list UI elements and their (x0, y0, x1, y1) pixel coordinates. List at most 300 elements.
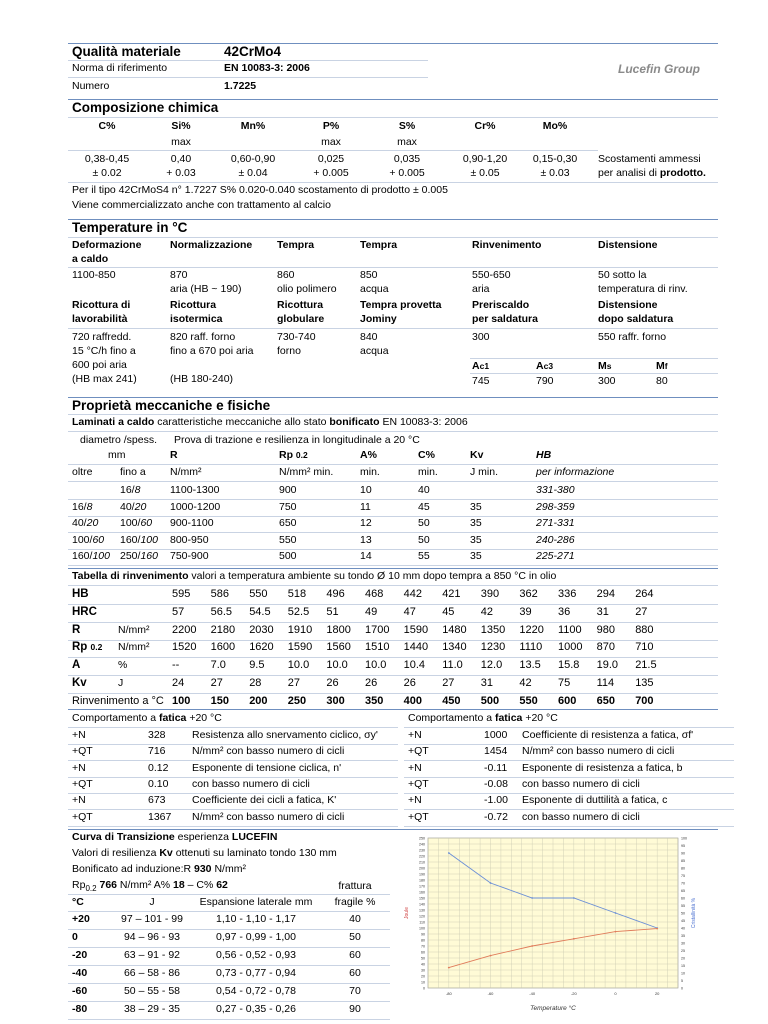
temper-row-unit: N/mm² (118, 623, 150, 636)
mech-cell: 1100-1300 (170, 484, 220, 496)
chart-y2-tick: 25 (681, 949, 685, 953)
tl1b: Kv (159, 847, 173, 859)
temper-cell: 496 (326, 588, 345, 600)
chart-x-tick: -80 (445, 991, 452, 996)
chart-y-tick: 240 (419, 842, 425, 847)
fatigue-value: -1.00 (484, 794, 508, 807)
trans-temp: 0 (72, 931, 78, 943)
temp-value: 1100-850 (72, 269, 116, 281)
tl1c: ottenuti su laminato tondo 130 mm (172, 847, 337, 859)
chart-y-tick: 120 (419, 914, 425, 919)
chart-y2-tick: 30 (681, 941, 685, 946)
temper-cell: 27 (442, 677, 455, 689)
fatigue-desc: N/mm² con basso numero di cicli (192, 810, 345, 823)
temper-cell: 10.0 (326, 659, 348, 672)
mech-unit: N/mm² min. (279, 466, 334, 478)
temper-cell: 51 (326, 605, 339, 618)
temp-value-2: 15 °C/h fino a (72, 345, 136, 357)
tl3b: 766 (96, 879, 117, 891)
mech-cell: 35 (470, 500, 482, 513)
trans-frac: 70 (349, 985, 361, 997)
comp-header: Mn% (240, 120, 266, 132)
temp-value-2: 730-740 (277, 331, 316, 343)
tl3d: 18 (173, 879, 185, 891)
chart-y-tick: 130 (419, 908, 425, 913)
temp-value-2: 550 raffr. forno (598, 331, 667, 343)
comp-header: C% (98, 120, 116, 132)
ac-value: 300 (598, 375, 616, 387)
comp-range: 0,025 (317, 153, 345, 165)
temper-cell: 1350 (480, 623, 506, 636)
ac-header: Ac3 (536, 360, 554, 372)
fatigue-cond: +QT (72, 810, 93, 823)
mech-cell: 50 (418, 517, 430, 529)
comp-range: 0,90-1,20 (462, 153, 508, 165)
chart-x-tick: 20 (654, 991, 660, 996)
temp-header: Tempra (360, 239, 398, 251)
temp-value-2: 300 (472, 331, 490, 343)
material-label: Qualità materiale (72, 44, 181, 59)
mech-cell: 35 (470, 550, 482, 562)
chart-y2-tick: 10 (681, 971, 685, 976)
chart-y-tick: 100 (419, 926, 425, 931)
temper-cell: 57 (172, 605, 185, 618)
temper-cell: 15.8 (558, 659, 580, 672)
temper-cell: 586 (210, 588, 229, 600)
temper-row-unit: N/mm² (118, 641, 150, 654)
chart-y2-tick: 80 (681, 866, 685, 871)
temper-temp: 650 (596, 694, 615, 707)
temper-cell: 36 (558, 605, 571, 618)
ac-header: Ms (598, 360, 612, 372)
comp-header: S% (398, 120, 416, 132)
temper-cell: 2030 (249, 623, 274, 636)
temper-temp: 300 (326, 694, 345, 707)
fatigue-cond: +QT (408, 810, 429, 823)
fatigue-cond: +QT (72, 745, 93, 758)
temper-cell: 45 (442, 605, 455, 618)
composition-line-2: Viene commercializzato anche con trattamento al calcio (72, 199, 331, 211)
comp-max: max (321, 136, 341, 148)
chart-y2-tick: 40 (681, 926, 685, 931)
trans-exp: 0,97 - 0,99 - 1,00 (216, 931, 296, 943)
chart-y-tick: 10 (421, 980, 425, 985)
fatigue-title-part: +20 °C (186, 712, 222, 724)
mech-unit: J min. (470, 466, 499, 478)
temper-cell: 1560 (326, 641, 351, 654)
fatigue-value: 673 (148, 794, 166, 807)
comp-header: Cr% (474, 120, 496, 132)
temper-cell: 13.5 (519, 659, 541, 672)
chart-point (615, 931, 617, 933)
fatigue-desc: Resistenza allo snervamento ciclico, σy' (192, 729, 378, 741)
mech-col-head: Kv (470, 449, 484, 461)
temp-header-2: per saldatura (472, 313, 538, 325)
temper-cell: 421 (442, 588, 461, 600)
mech-cell: 35 (470, 517, 482, 529)
temper-cell: 1340 (442, 641, 467, 654)
mech-cell: 40 (418, 484, 430, 496)
tl3sub: 0.2 (85, 884, 97, 894)
tempering-title (72, 570, 556, 582)
temper-temp: 200 (249, 694, 268, 707)
chart-y2-tick: 65 (681, 889, 685, 893)
chart-x-label: Temperature °C (530, 1005, 576, 1012)
mech-cell: 331-380 (536, 484, 575, 496)
temper-temp: 350 (365, 694, 384, 707)
temper-cell: 10.0 (365, 659, 387, 672)
transition-title-c: LUCEFIN (231, 831, 278, 843)
chart-y2-tick: 45 (681, 919, 685, 923)
tl2c: N/mm² (211, 863, 246, 875)
tolerance-note-2a: per analisi di (598, 167, 660, 179)
temp-header-2: Distensione (598, 299, 658, 311)
temper-cell: 9.5 (249, 659, 265, 672)
trans-exp: 0,27 - 0,35 - 0,26 (216, 1003, 296, 1015)
temp-header-2: dopo saldatura (598, 313, 674, 325)
ac-value: 790 (536, 375, 554, 387)
chart-y-tick: 90 (421, 932, 425, 937)
temp-value-2: 820 raff. forno (170, 331, 236, 343)
norm-value: EN 10083-3: 2006 (224, 62, 310, 74)
chart-y2-tick: 75 (681, 874, 685, 878)
fatigue-cond: +N (408, 761, 422, 774)
ac-value: 745 (472, 375, 490, 387)
comp-tol: + 0.005 (389, 167, 425, 179)
fatigue-title-part: fatica (494, 712, 523, 724)
chart-y-tick: 200 (419, 866, 425, 871)
temper-temp: 500 (480, 694, 500, 707)
temper-row-label: R (72, 623, 81, 636)
temp-value-2: (HB max 241) (72, 373, 137, 385)
temper-cell: 27 (210, 677, 223, 689)
temper-cell: 10.4 (403, 659, 426, 672)
transition-title-b: esperienza (174, 831, 232, 843)
temper-row-label: HB (72, 588, 89, 600)
comp-tol: ± 0.04 (238, 167, 268, 179)
transition-chart (398, 834, 698, 1014)
fatigue-cond: +N (72, 729, 86, 741)
temper-cell: 1520 (172, 641, 197, 654)
temp-header: Tempra (277, 239, 315, 251)
temper-cell: 27 (635, 605, 648, 618)
temper-cell: 49 (365, 605, 378, 618)
trans-frac: 90 (349, 1003, 361, 1015)
temper-row-unit: % (118, 659, 128, 672)
temper-cell: 550 (249, 588, 268, 600)
chart-point (490, 882, 492, 884)
mech-sub-2: caratteristiche meccaniche allo stato (154, 416, 330, 428)
fracture-header-1: frattura (338, 880, 372, 892)
temp-header: Distensione (598, 239, 658, 251)
temp-value-2: 840 (360, 331, 378, 343)
chart-point (531, 945, 533, 947)
temperature-title: Temperature in °C (72, 220, 188, 235)
temper-cell: 26 (326, 677, 339, 689)
temp-value: 550-650 (472, 269, 511, 281)
chart-x-tick: -60 (487, 991, 494, 996)
chart-y-tick: 80 (421, 938, 425, 943)
temp-value: 50 sotto la (598, 269, 647, 281)
fatigue-desc: con basso numero di cicli (192, 777, 310, 790)
tl1a: Valori di resilienza (72, 847, 160, 859)
temper-temp: 450 (442, 694, 461, 707)
fatigue-value: 1000 (484, 729, 508, 741)
chart-y-tick: 70 (421, 944, 425, 949)
temper-cell: 1510 (365, 641, 390, 654)
diam-label: diametro /spess. (80, 434, 158, 446)
comp-tol: ± 0.03 (540, 167, 570, 179)
chart-y-tick: 0 (423, 986, 425, 991)
temp-header: Deformazione (72, 239, 142, 251)
chart-x-tick: -40 (529, 991, 536, 996)
chart-point (573, 938, 575, 940)
temper-cell: 1800 (326, 623, 351, 636)
trans-frac: 50 (349, 931, 361, 943)
ac-value: 80 (656, 375, 668, 387)
chart-y2-tick: 85 (681, 859, 685, 863)
trans-temp: -60 (72, 985, 88, 997)
chart-y-tick: 50 (421, 956, 425, 961)
trans-j: 50 – 55 - 58 (123, 985, 181, 997)
fatigue-cond: +N (408, 729, 422, 741)
trans-header: J (149, 896, 155, 908)
temper-cell: 28 (249, 677, 262, 689)
chart-y-tick: 180 (419, 878, 425, 883)
mech-cell: 250/160 (120, 550, 158, 562)
chart-y2-tick: 90 (681, 851, 685, 856)
temper-row-label: Kv (72, 677, 87, 689)
tl2b: 930 (194, 863, 212, 875)
trans-exp: 0,73 - 0,77 - 0,94 (216, 967, 296, 979)
temp-value: olio polimero (277, 283, 337, 295)
mech-cell: 750 (279, 500, 297, 513)
temper-cell: 24 (172, 677, 185, 689)
mech-cell: 650 (279, 517, 297, 529)
temp-header-2: isotermica (170, 313, 223, 325)
comp-tol: ± 0.02 (92, 167, 122, 179)
temp-value-2: fino a 670 poi aria (170, 345, 254, 357)
chart-point (448, 967, 450, 969)
mech-cell: 160/100 (72, 550, 110, 562)
temp-value: aria (472, 283, 490, 295)
chart-y2-tick: 100 (681, 836, 687, 841)
fracture-header-2: fragile % (334, 896, 376, 908)
mech-col-head: Rp 0.2 (279, 449, 308, 461)
mech-cell: 1000-1200 (170, 500, 221, 513)
tolerance-note: Scostamenti ammessi (598, 153, 701, 165)
fatigue-desc: N/mm² con basso numero di cicli (522, 745, 675, 758)
fatigue-desc: N/mm² con basso numero di cicli (192, 745, 345, 758)
mech-cell: 35 (470, 533, 482, 546)
comp-max: max (397, 136, 417, 148)
chart-x-tick: 0 (614, 991, 617, 996)
tl3e: – C% (184, 879, 217, 891)
temper-cell: 19.0 (596, 659, 619, 672)
fatigue-cond: +QT (408, 777, 429, 790)
fatigue-value: 328 (148, 729, 166, 741)
chart-y-tick: 30 (421, 968, 425, 973)
temp-value: 870 (170, 269, 188, 281)
temp-value: temperatura di rinv. (598, 283, 688, 295)
number-label: Numero (72, 80, 110, 92)
mech-col-head: A% (360, 449, 377, 461)
temper-cell: 2200 (172, 623, 197, 636)
mech-cell: 16/8 (72, 500, 93, 513)
comp-header: Si% (171, 120, 191, 132)
trans-header: Espansione laterale mm (199, 896, 313, 908)
mech-cell: 55 (418, 550, 430, 562)
transition-line-1 (72, 847, 337, 859)
temper-cell: 42 (519, 677, 532, 689)
mech-col-head: HB (536, 449, 552, 461)
temper-cell: 31 (596, 605, 609, 618)
fatigue-desc: con basso numero di cicli (522, 777, 640, 790)
trans-frac: 60 (349, 967, 361, 979)
fatigue-cond: +QT (408, 745, 429, 758)
composition-line-1: Per il tipo 42CrMoS4 n° 1.7227 S% 0.020-0.040 scostamento di prodotto ± 0.005 (72, 184, 448, 196)
tl3a: Rp (72, 879, 86, 891)
chart-y-tick: 170 (419, 884, 425, 889)
tempering-title-rest: valori a temperatura ambiente su tondo Ø 10 mm dopo tempra a 850 °C in olio (188, 570, 557, 582)
material-value: 42CrMo4 (224, 44, 282, 59)
transition-title-a: Curva di Transizione (72, 831, 175, 843)
temper-row-unit: J (118, 677, 124, 689)
temp-value: 860 (277, 269, 295, 281)
temp-value-2: (HB 180-240) (170, 373, 234, 385)
temper-cell: 12.0 (480, 659, 503, 672)
temper-cell: 870 (596, 641, 615, 654)
temper-cell: 11.0 (442, 659, 463, 672)
tl2a: Bonificato ad induzione:R (72, 863, 194, 875)
trans-j: 63 – 91 - 92 (123, 949, 181, 961)
temper-cell: 1910 (287, 623, 313, 636)
fatigue-value: -0.11 (484, 761, 508, 774)
chart-y-tick: 160 (419, 890, 425, 895)
fatigue-desc: Esponente di resistenza a fatica, b (522, 761, 683, 774)
tl3c: N/mm² A% (117, 879, 174, 891)
temper-cell: 1230 (480, 641, 506, 654)
mech-unit: oltre (72, 466, 93, 478)
temper-cell: 26 (403, 677, 416, 689)
fatigue-value: 1367 (148, 810, 172, 823)
prova-label: Prova di trazione e resilienza in longitudinale a 20 °C (174, 434, 420, 446)
chart-y-tick: 190 (419, 872, 425, 877)
chart-y-tick: 220 (419, 854, 425, 859)
fatigue-value: 716 (148, 745, 166, 758)
temper-temp: 600 (558, 694, 577, 707)
chart-y2-tick: 20 (681, 956, 685, 961)
mech-cell: 240-286 (536, 533, 575, 546)
fatigue-desc: Esponente di tensione ciclica, n' (192, 761, 342, 774)
temper-temp: 100 (172, 694, 191, 707)
temper-row-label: A (72, 659, 81, 672)
mech-unit: N/mm² (170, 466, 202, 478)
temper-cell: 1590 (287, 641, 313, 654)
mech-cell: 50 (418, 533, 430, 546)
temper-temp: 400 (403, 694, 422, 707)
fatigue-title-part: Comportamento a (72, 712, 159, 724)
fatigue-value: 1454 (484, 745, 508, 758)
mech-cell: 13 (360, 533, 372, 546)
temper-cell: 56.5 (210, 605, 233, 618)
chart-y-tick: 210 (419, 860, 425, 865)
mech-title: Proprietà meccaniche e fisiche (72, 398, 271, 413)
chart-x-tick: -20 (570, 991, 577, 996)
comp-range: 0,035 (393, 153, 421, 165)
temp-header-2: Ricottura di (72, 299, 131, 311)
fatigue-title-part: +20 °C (522, 712, 558, 724)
norm-label: Norma di riferimento (72, 62, 168, 74)
trans-j: 66 – 58 - 86 (123, 967, 181, 979)
temp-value-2: acqua (360, 345, 389, 357)
temper-cell: 54.5 (249, 605, 271, 618)
comp-tol: + 0.03 (166, 167, 196, 179)
temper-cell: 52.5 (287, 605, 310, 618)
chart-y2-tick: 0 (681, 986, 683, 991)
mech-cell: 11 (360, 500, 371, 513)
mech-cell: 16/8 (120, 484, 141, 496)
temper-temp: 550 (519, 694, 538, 707)
mech-cell: 298-359 (536, 500, 575, 513)
tl3f: 62 (216, 879, 228, 891)
trans-temp: -40 (72, 967, 88, 979)
trans-temp: -80 (72, 1003, 88, 1015)
temper-cell: 75 (558, 677, 571, 689)
comp-header: P% (322, 120, 340, 132)
mech-cell: 100/60 (72, 533, 105, 546)
chart-point (656, 928, 658, 930)
mech-cell: 900 (279, 484, 297, 496)
composition-title: Composizione chimica (72, 100, 219, 115)
temper-cell: 442 (403, 588, 422, 600)
chart-y2-tick: 70 (681, 881, 685, 886)
fatigue-title-part: fatica (158, 712, 187, 724)
chart-y2-label: Cristallinità % (691, 897, 697, 929)
fatigue-value: 0.10 (148, 777, 169, 790)
ac-header: Ac1 (472, 360, 490, 372)
temper-cell: 114 (596, 677, 615, 689)
temp-value: aria (HB ~ 190) (170, 283, 242, 295)
fatigue-value: -0.08 (484, 777, 508, 790)
mech-sub-1: Laminati a caldo (72, 416, 155, 428)
temper-cell: 47 (403, 605, 416, 618)
fatigue-cond: +N (72, 761, 86, 774)
temper-row-label: HRC (72, 605, 97, 618)
tolerance-note-2b: prodotto. (659, 167, 706, 179)
temper-cell: 1600 (210, 641, 236, 654)
trans-frac: 40 (349, 913, 361, 925)
brand-logo-text: Lucefin Group (618, 62, 700, 76)
mech-cell: 100/60 (120, 517, 153, 529)
temper-cell: 595 (172, 588, 191, 600)
temper-cell: 1110 (519, 641, 543, 654)
temper-cell: 21.5 (635, 659, 657, 672)
temper-row-label: Rp 0.2 (72, 641, 103, 654)
chart-y2-tick: 60 (681, 896, 685, 901)
fatigue-cond: +N (408, 794, 422, 807)
chart-point (531, 897, 533, 899)
temper-cell: 710 (635, 641, 654, 654)
mech-cell: 40/20 (72, 517, 99, 529)
tempering-title-bold: Tabella di rinvenimento (72, 570, 189, 582)
chart-y2-tick: 50 (681, 911, 685, 916)
comp-range: 0,40 (170, 153, 192, 165)
fatigue-value: -0.72 (484, 810, 508, 823)
chart-y-tick: 140 (419, 902, 425, 907)
temper-cell: 31 (480, 677, 494, 689)
comp-header: Mo% (542, 120, 568, 132)
